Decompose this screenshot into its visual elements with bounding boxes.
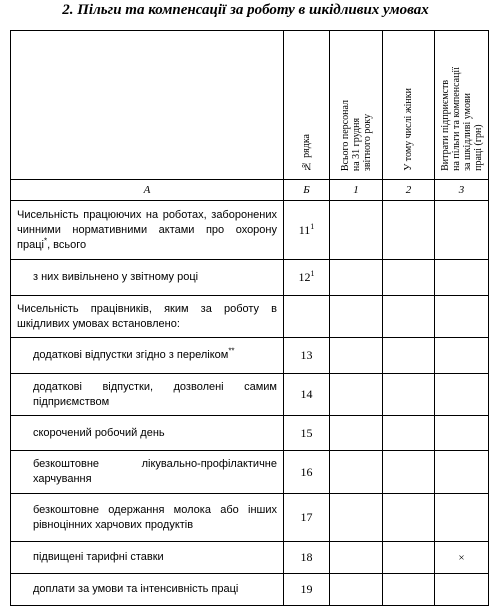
row-label: додаткові відпустки згідно з переліком** xyxy=(11,338,284,374)
code-a: А xyxy=(11,180,284,201)
cell-total[interactable] xyxy=(330,574,383,606)
code-3: 3 xyxy=(435,180,489,201)
cell-total[interactable] xyxy=(330,338,383,374)
row-number: 14 xyxy=(284,374,330,416)
cell-women[interactable] xyxy=(383,542,435,574)
header-row xyxy=(11,31,489,180)
row-label: безкоштовне лікувально-профілактичне харчування xyxy=(11,451,284,494)
cell-expenses[interactable] xyxy=(435,494,489,542)
row-label: скорочений робочий день xyxy=(11,416,284,451)
benefits-table xyxy=(10,30,489,606)
cell-total[interactable] xyxy=(330,260,383,296)
row-number: 17 xyxy=(284,494,330,542)
table-row xyxy=(11,201,489,260)
cell-women[interactable] xyxy=(383,201,435,260)
row-label: з них вивільнено у звітному році xyxy=(11,260,284,296)
section-title: 2. Пільги та компенсації за роботу в шкідливих умовах xyxy=(62,2,429,18)
cell-expenses[interactable] xyxy=(435,574,489,606)
column-code-row xyxy=(11,180,489,201)
cell-total[interactable] xyxy=(330,542,383,574)
row-label: доплати за умови та інтенсивність праці xyxy=(11,574,284,606)
row-number: $12^1$ xyxy=(284,260,330,296)
table-row xyxy=(11,296,489,338)
header-row-number: № рядка xyxy=(284,31,330,180)
cell-total xyxy=(330,296,383,338)
cell-expenses xyxy=(435,296,489,338)
table-row xyxy=(11,374,489,416)
cell-women[interactable] xyxy=(383,374,435,416)
table-row xyxy=(11,494,489,542)
table-row xyxy=(11,416,489,451)
row-number: 19 xyxy=(284,574,330,606)
cell-total[interactable] xyxy=(330,494,383,542)
header-total-personnel: Всього персонал на 31 грудня звітного року xyxy=(330,31,383,180)
table-row xyxy=(11,542,489,574)
row-number: 16 xyxy=(284,451,330,494)
cell-women[interactable] xyxy=(383,338,435,374)
header-expenses: Витрати підприємств на пільги та компенсації за шкідливі умови праці (грн) xyxy=(435,31,489,180)
table-row xyxy=(11,574,489,606)
table-row xyxy=(11,338,489,374)
cell-expenses[interactable] xyxy=(435,374,489,416)
cell-expenses[interactable] xyxy=(435,201,489,260)
row-label: Чисельність працівників, яким за роботу в шкідливих умовах встановлено: xyxy=(11,296,284,338)
cell-total[interactable] xyxy=(330,201,383,260)
cell-women[interactable] xyxy=(383,260,435,296)
cell-women[interactable] xyxy=(383,451,435,494)
row-number: 15 xyxy=(284,416,330,451)
cell-women[interactable] xyxy=(383,416,435,451)
cell-women[interactable] xyxy=(383,574,435,606)
cell-expenses[interactable] xyxy=(435,260,489,296)
row-label: додаткові відпустки, дозволені самим підприємством xyxy=(11,374,284,416)
table-row xyxy=(11,260,489,296)
header-indicator-cell xyxy=(11,31,284,180)
row-number: 18 xyxy=(284,542,330,574)
row-label: Чисельність працюючих на роботах, заборонених чинними нормативними актами про охорону праці*, всього xyxy=(11,201,284,260)
row-label: підвищені тарифні ставки xyxy=(11,542,284,574)
cell-total[interactable] xyxy=(330,451,383,494)
table-row xyxy=(11,451,489,494)
cell-women xyxy=(383,296,435,338)
code-1: 1 xyxy=(330,180,383,201)
cell-expenses-excluded: × xyxy=(435,542,489,574)
row-number xyxy=(284,296,330,338)
cell-total[interactable] xyxy=(330,416,383,451)
cell-total[interactable] xyxy=(330,374,383,416)
code-2: 2 xyxy=(383,180,435,201)
row-number: $11^1$ xyxy=(284,201,330,260)
row-label: безкоштовне одержання молока або інших рівноцінних харчових продуктів xyxy=(11,494,284,542)
header-women: У тому числі жінки xyxy=(383,31,435,180)
cell-expenses[interactable] xyxy=(435,416,489,451)
code-b: Б xyxy=(284,180,330,201)
row-number: 13 xyxy=(284,338,330,374)
cell-expenses[interactable] xyxy=(435,338,489,374)
cell-expenses[interactable] xyxy=(435,451,489,494)
cell-women[interactable] xyxy=(383,494,435,542)
